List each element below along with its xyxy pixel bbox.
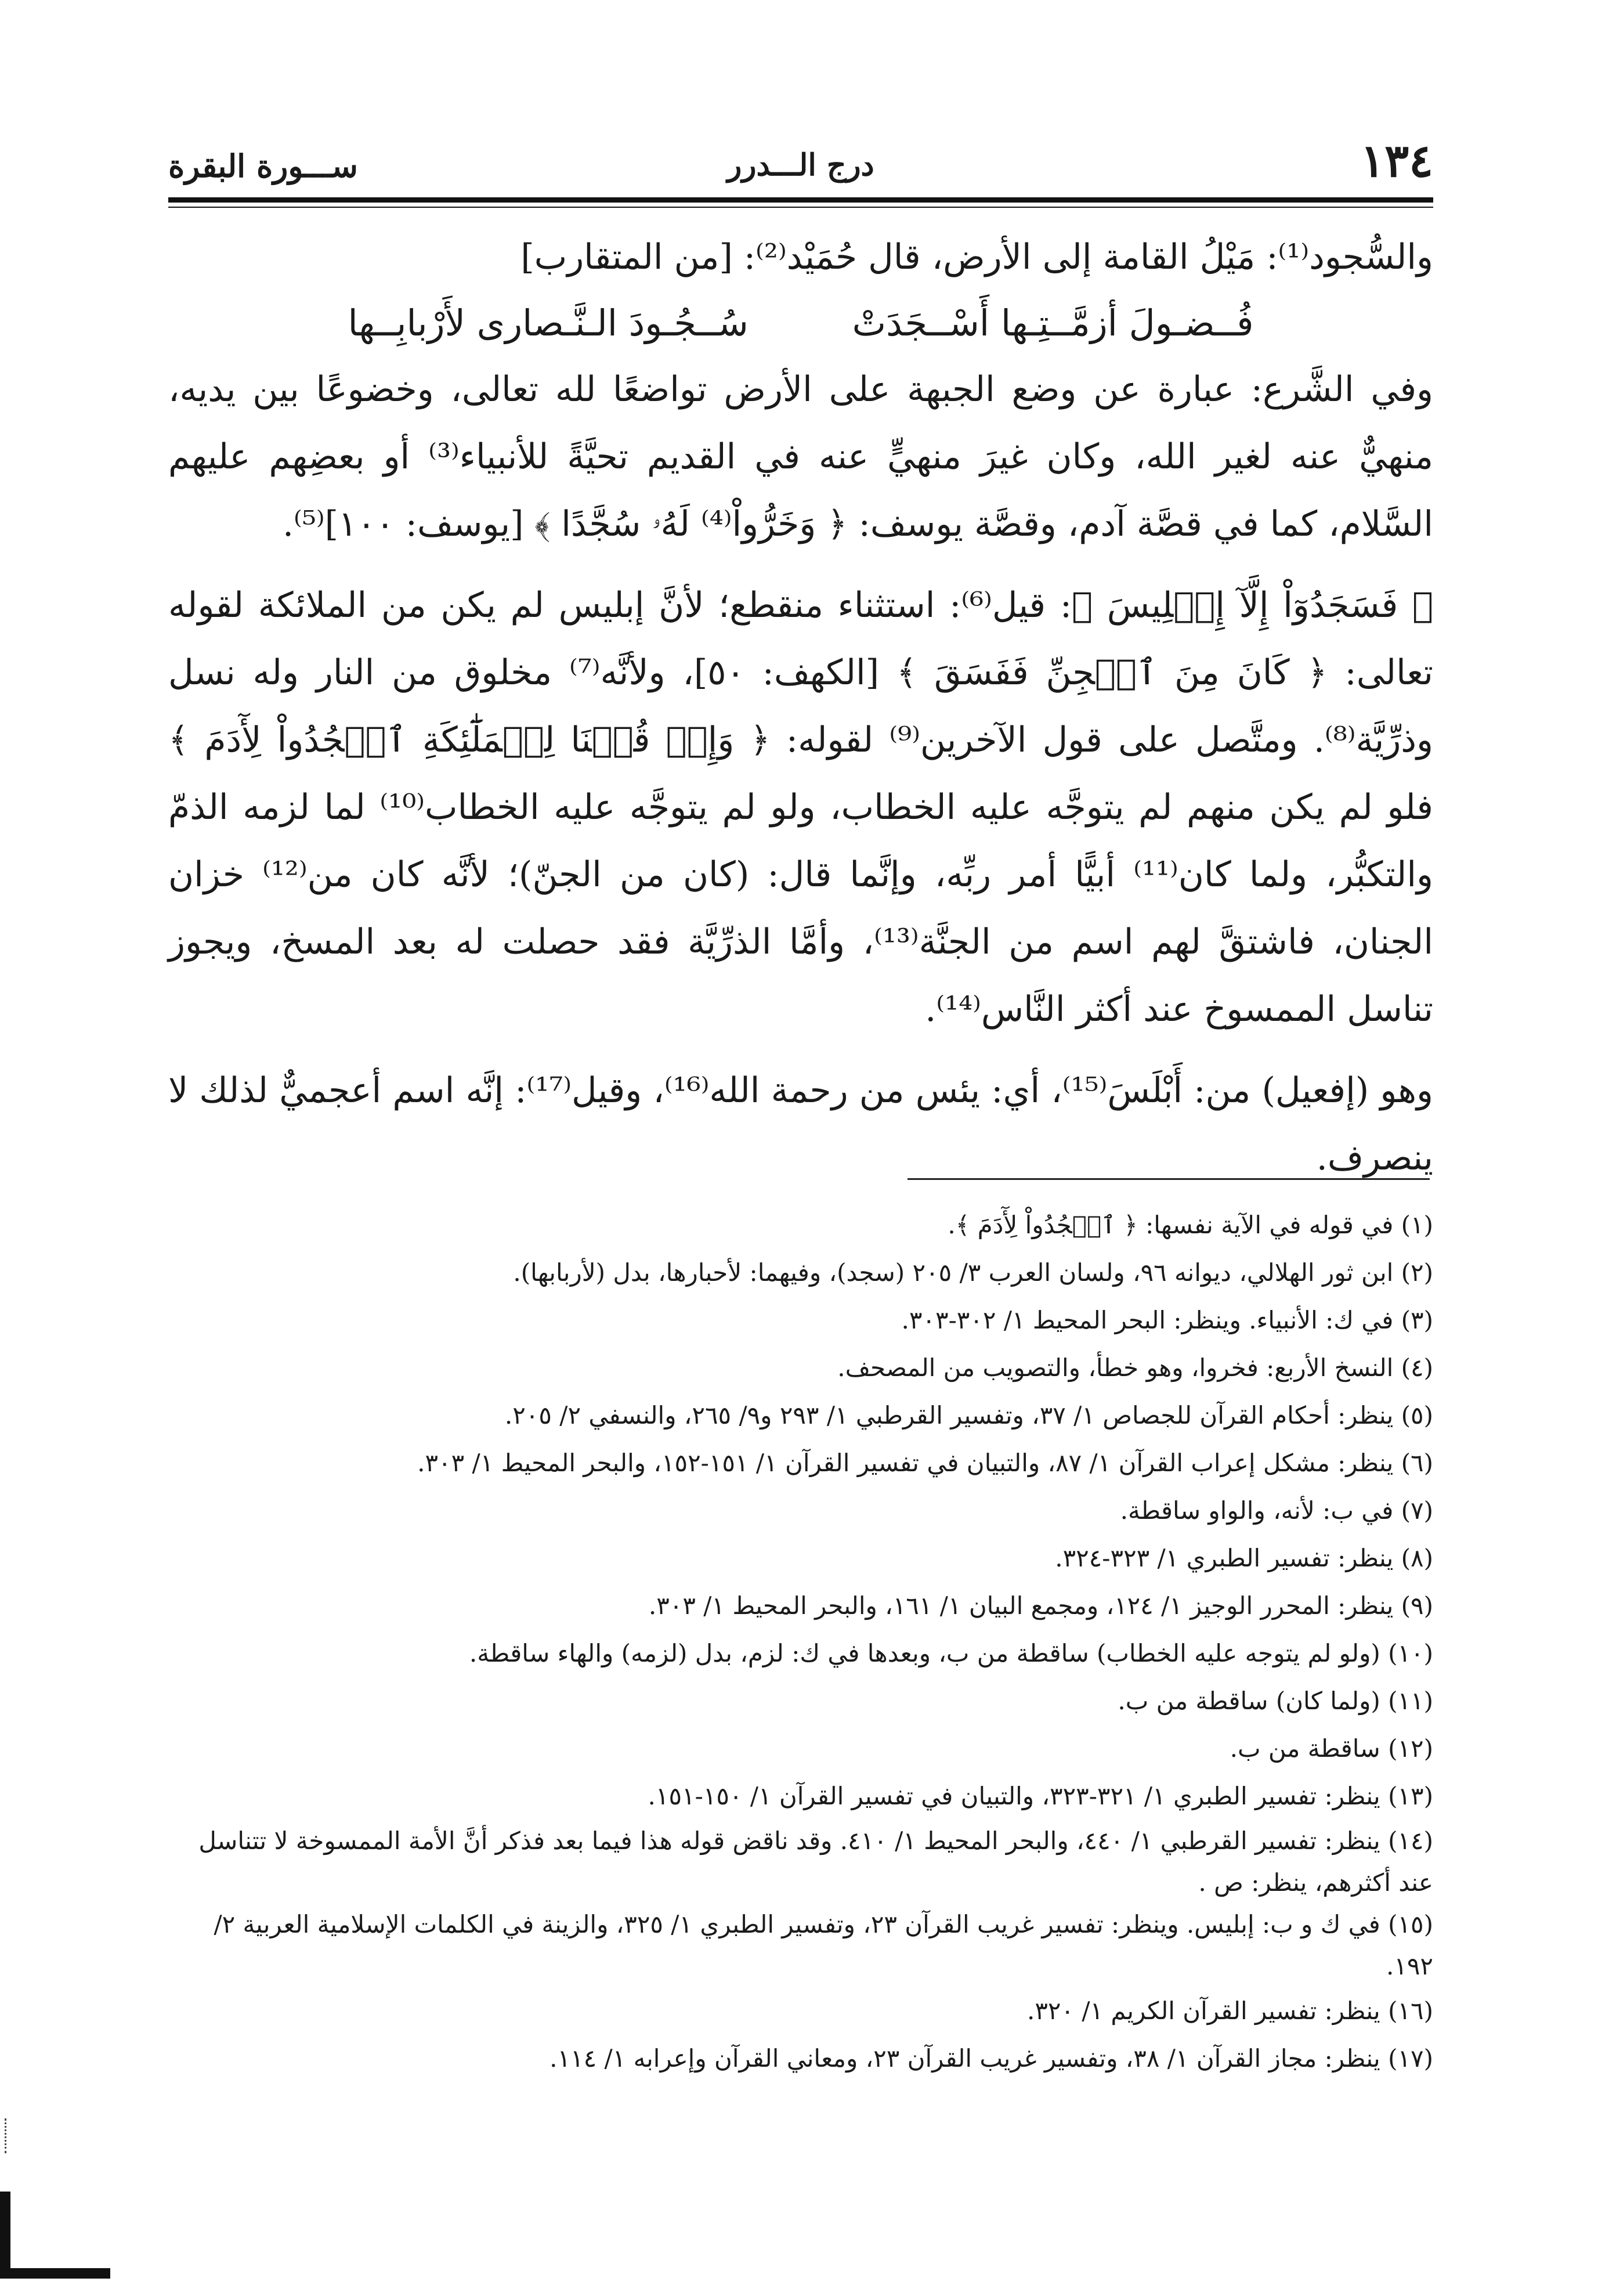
- scan-corner-mark: [0, 2192, 10, 2279]
- paragraph-sharia-definition: وفي الشَّرع: عبارة عن وضع الجبهة على الأرض تواضعًا لله تعالى، وخضوعًا بين يديه، منهيٌّ عنه لغير الله، وكان غيرَ منهيٍّ عنه في القديم تحيَّةً للأنبياء⁽³⁾ أو بعضِهم عليهم السَّلام، كما في قصَّة آدم، وقصَّة يوسف: ﴿ وَخَرُّواْ⁽⁴⁾ لَهُۥ سُجَّدًا ﴾ [يوسف: ١٠٠]⁽⁵⁾.: [168, 369, 1433, 544]
- verse-second-hemistich: سُــجُـودَ الـنَّـصارى لأَرْبابِــها: [348, 302, 749, 344]
- footnote: (١٤) ينظر: تفسير القرطبي ١/ ٤٤٠، والبحر المحيط ١/ ٤١٠. وقد ناقض قوله هذا فيما بعد فذكر أنَّ الأمة الممسوخة لا تتناسل عند أكثرهم، ينظر: ص .: [198, 1826, 1433, 1897]
- footnote: (٩) ينظر: المحرر الوجيز ١/ ١٢٤، ومجمع البيان ١/ ١٦١، والبحر المحيط ١/ ٣٠٣.: [648, 1591, 1433, 1620]
- page-number: ١٣٤: [1360, 135, 1433, 187]
- footnote: (١٧) ينظر: مجاز القرآن ١/ ٣٨، وتفسير غريب القرآن ٢٣، ومعاني القرآن وإعرابه ١/ ١١٤.: [549, 2044, 1433, 2073]
- footnote: (٦) ينظر: مشكل إعراب القرآن ١/ ٨٧، والتبيان في تفسير القرآن ١/ ١٥١-١٥٢، والبحر المحيط ١/ ٣٠٣.: [417, 1449, 1433, 1477]
- footnote: (١٥) في ك و ب: إبليس. وينظر: تفسير غريب القرآن ٢٣، وتفسير الطبري ١/ ٣٢٥، والزينة في الكلمات الإسلامية العربية ٢/ ١٩٢.: [214, 1910, 1433, 1980]
- header-rule: [168, 197, 1433, 203]
- footnote: (٣) في ك: الأنبياء. وينظر: البحر المحيط ١/ ٣٠٢-٣٠٣.: [901, 1306, 1433, 1334]
- paragraph-sujud-definition: والسُّجود⁽¹⁾: مَيْلُ القامة إلى الأرض، قال حُمَيْد⁽²⁾: [من المتقارب]: [520, 237, 1433, 277]
- paragraph-iblis-etymology: وهو (إفعيل) من: أَبْلَسَ⁽¹⁵⁾، أي: يئس من رحمة الله⁽¹⁶⁾، وقيل⁽¹⁷⁾: إنَّه اسم أعجميٌّ لذلك لا ينصرف.: [168, 1070, 1434, 1178]
- surah-name: ســـورة البقرة: [168, 147, 358, 185]
- footnotes: [168, 1201, 1433, 2082]
- footnote: (٢) ابن ثور الهلالي، ديوانه ٩٦، ولسان العرب ٣/ ٢٠٥ (سجد)، وفيهما: لأحبارها، بدل (لأربابها).: [513, 1258, 1433, 1287]
- footnote: (٧) في ب: لأنه، والواو ساقطة.: [1120, 1496, 1433, 1525]
- footnote: (٥) ينظر: أحكام القرآن للجصاص ١/ ٣٧، وتفسير القرطبي ١/ ٢٩٣ و٩/ ٢٦٥، والنسفي ٢/ ٢٠٥.: [504, 1401, 1433, 1429]
- footnote: (٨) ينظر: تفسير الطبري ١/ ٣٢٣-٣٢٤.: [1055, 1544, 1433, 1572]
- footnote: (١١) (ولما كان) ساقطة من ب.: [1118, 1687, 1433, 1715]
- header-rule-thin: [168, 207, 1433, 208]
- footnote: (١٠) (ولو لم يتوجه عليه الخطاب) ساقطة من ب، وبعدها في ك: لزم، بدل (لزمه) والهاء ساقطة.: [469, 1639, 1433, 1667]
- poetry-verse: [168, 291, 1433, 356]
- scan-margin-mark: [5, 2118, 12, 2153]
- footnote: (١٦) ينظر: تفسير القرآن الكريم ١/ ٣٢٠.: [1026, 1997, 1433, 2025]
- footnote: (١) في قوله في الآية نفسها: ﴿ ٱسۡجُدُواْ لِأٓدَمَ ﴾.: [948, 1211, 1433, 1239]
- verse-first-hemistich: فُــضـولَ أزمَّــتِـها أَسْــجَدَتْ: [852, 302, 1254, 344]
- main-text: [168, 223, 1433, 1192]
- footnote: (١٢) ساقطة من ب.: [1230, 1734, 1433, 1763]
- page-header: [168, 135, 1433, 193]
- footnote: (١٣) ينظر: تفسير الطبري ١/ ٣٢١-٣٢٣، والتبيان في تفسير القرآن ١/ ١٥٠-١٥١.: [648, 1782, 1433, 1810]
- footnote-separator: [908, 1178, 1430, 1180]
- book-title: درج الـــدرر: [727, 147, 874, 183]
- scan-corner-mark: [0, 2268, 110, 2279]
- paragraph-iblis-exception: ﴿ فَسَجَدُوٓاْ إِلَّآ إِبۡلِيسَ ﴾: قيل⁽⁶⁾: استثناء منقطع؛ لأنَّ إبليس لم يكن من الملائكة لقوله تعالى: ﴿ كَانَ مِنَ ٱلۡجِنِّ فَفَسَقَ ﴾ [الكهف: ٥٠]، ولأنَّه⁽⁷⁾ مخلوق من النار وله نسل وذرِّيَّة⁽⁸⁾. ومتَّصل على قول الآخرين⁽⁹⁾ لقوله: ﴿ وَإِذۡ قُلۡنَا لِلۡمَلَٰٓئِكَةِ ٱسۡجُدُواْ لِأٓدَمَ ﴾ فلو لم يكن منهم لم يتوجَّه عليه الخطاب، ولو لم يتوجَّه عليه الخطاب⁽¹⁰⁾ لما لزمه الذمّ والتكبُّر، ولما كان⁽¹¹⁾ أبيًّا أمر ربِّه، وإنَّما قال: (كان من الجنّ)؛ لأنَّه كان من⁽¹²⁾ خزان الجنان، فاشتقَّ لهم اسم من الجنَّة⁽¹³⁾، وأمَّا الذرِّيَّة فقد حصلت له بعد المسخ، ويجوز تناسل الممسوخ عند أكثر النَّاس⁽¹⁴⁾.: [168, 585, 1433, 1030]
- footnote: (٤) النسخ الأربع: فخروا، وهو خطأ، والتصويب من المصحف.: [837, 1353, 1433, 1382]
